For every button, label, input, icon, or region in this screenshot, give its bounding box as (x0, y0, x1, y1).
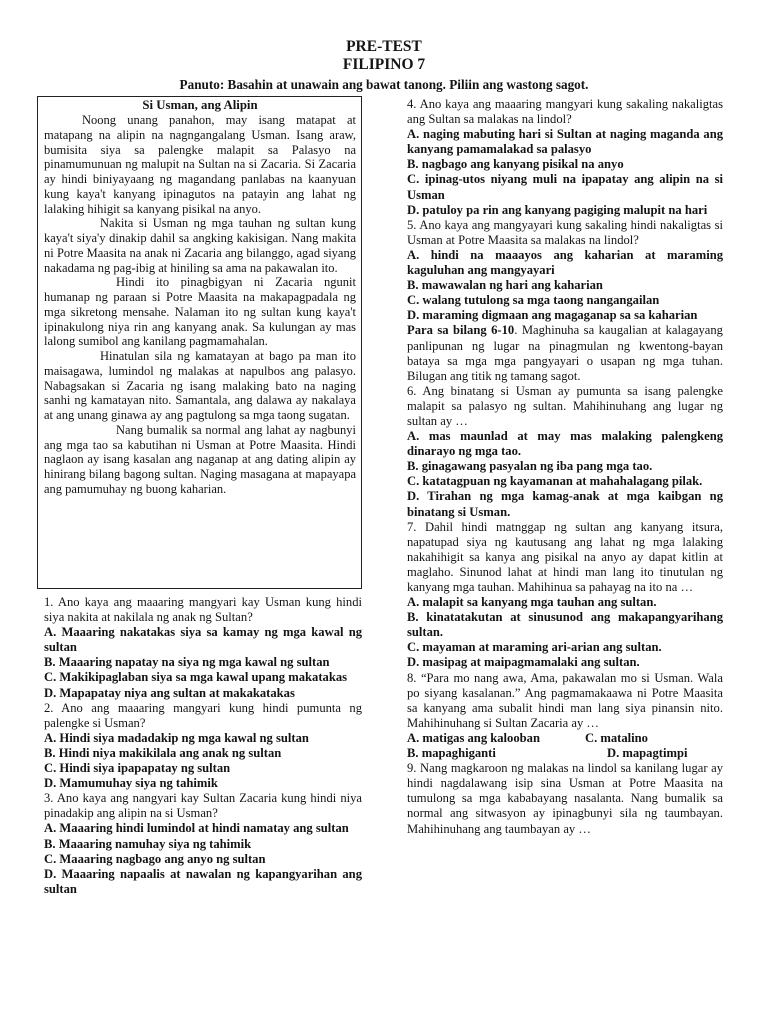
question-stem: 2. Ano ang maaaring mangyari kung hindi pumunta ng palengke si Usman? (44, 700, 362, 730)
question-3 (44, 791, 362, 897)
story-paragraph: Noong unang panahon, may isang matapat at matapang na alipin na nagngangalang Usman. Isang araw, bumisita siya sa palengke malapit sa Palasyo na pinamumunuan ng malupit na Sultan na si Zacaria. Si Zacaria ay hindi biniyayaang ng magandang panlabas na kaanyuan kung kaya't kanyang ipinagutos na patayin ang lahat ng lalaking hihigit sa kanyang pisikal na anyo. (44, 113, 356, 216)
answer-option[interactable]: D. Mamumuhay siya ng tahimik (44, 776, 218, 791)
answer-option[interactable]: C. matalino (585, 730, 648, 745)
questions-left-column (44, 595, 362, 897)
story-paragraph: Hinatulan sila ng kamatayan at bago pa man ito maisagawa, lumindol ng malakas at napulbos ang palasyo. Nabagsakan si Zacaria ng isang malaking bato na naging sanhi ng kamatayan nito. Samantala, ang dalawa ay nakalaya at ang unang ginawa ay ang pagtulong sa mga taong sugatan. (44, 349, 356, 422)
answer-option[interactable]: B. ginagawang pasyalan ng iba pang mga tao. (407, 459, 653, 474)
answer-option[interactable]: D. maraming digmaan ang magaganap sa sa kaharian (407, 308, 698, 323)
answer-option-row (407, 731, 723, 746)
question-1 (44, 595, 362, 701)
question-stem: 4. Ano kaya ang maaaring mangyari kung sakaling nakaligtas ang Sultan sa malakas na lindol? (407, 97, 723, 127)
answer-option[interactable]: A. Maaaring nakatakas siya sa kamay ng mga kawal ng sultan (44, 625, 362, 655)
question-stem: 8. “Para mo nang awa, Ama, pakawalan mo si Usman. Wala po siyang kasalanan.” Ang pagmamakaawa ni Potre Maasita sa kanyang ama subalit hindi man lang siya pinansin nito. Mahihinuhang si Sultan Zacaria ay … (407, 670, 723, 730)
question-2 (44, 701, 362, 792)
questions-right-column (407, 97, 723, 837)
page-subject: FILIPINO 7 (342, 56, 426, 73)
answer-option[interactable]: C. Hindi siya ipapapatay ng sultan (44, 761, 231, 776)
question-4 (407, 97, 723, 218)
answer-option[interactable]: B. Maaaring napatay na siya ng mga kawal ng sultan (44, 655, 330, 670)
answer-option[interactable]: B. mapaghiganti (407, 746, 496, 761)
answer-option[interactable]: D. patuloy pa rin ang kanyang pagiging malupit na hari (407, 202, 708, 217)
answer-option[interactable]: B. Hindi niya makikilala ang anak ng sultan (44, 745, 282, 760)
answer-option[interactable]: B. Maaaring namuhay siya ng tahimik (44, 836, 252, 851)
answer-option[interactable]: C. Maaaring nagbago ang anyo ng sultan (44, 851, 266, 866)
directions-lead: Para sa bilang 6-10 (407, 323, 515, 338)
answer-option[interactable]: C. ipinag-utos niyang muli na ipapatay ang alipin na si Usman (407, 172, 723, 202)
answer-option[interactable]: A. hindi na maaayos ang kaharian at maraming kaguluhan ang mangyayari (407, 247, 723, 278)
story-box (37, 96, 362, 589)
answer-option[interactable]: A. Maaaring hindi lumindol at hindi namatay ang sultan (44, 821, 349, 836)
answer-option-row (407, 746, 723, 761)
answer-option[interactable]: C. mayaman at maraming ari-arian ang sultan. (407, 640, 662, 655)
question-stem: 7. Dahil hindi matnggap ng sultan ang kanyang itsura, napatupad siya ng kautusang ang lahat ng mga lalaking nakahihigit sa kanya ang pisikal na anyo ay dapat kitlin at maglaho. Sinunod lahat at hindi man lang ito tinutulan ng kanyang mga tauhan. Mahihinua sa pahayag na ito na … (407, 519, 723, 594)
question-stem: 1. Ano kaya ang maaaring mangyari kay Usman kung hindi siya nakita at nakilala ng anak ng Sultan? (44, 595, 362, 625)
answer-option[interactable]: A. matigas ang kalooban (407, 730, 540, 745)
question-stem: 5. Ano kaya ang mangyayari kung sakaling hindi nakaligtas si Usman at Potre Maasita sa malakas na lindol? (407, 217, 723, 247)
answer-option[interactable]: D. masipag at maipagmamalaki ang sultan. (407, 655, 640, 670)
answer-option[interactable]: B. mawawalan ng hari ang kaharian (407, 278, 603, 293)
answer-option[interactable]: C. Makikipaglaban siya sa mga kawal upang makatakas (44, 670, 348, 685)
answer-option[interactable]: C. katatagpuan ng kayamanan at mahahalagang pilak. (407, 474, 703, 489)
question-9 (407, 761, 723, 836)
answer-option[interactable]: D. Mapapatay niya ang sultan at makakatakas (44, 685, 295, 700)
answer-option[interactable]: A. malapit sa kanyang mga tauhan ang sultan. (407, 595, 657, 610)
directions-6-10 (407, 323, 723, 383)
question-6 (407, 384, 723, 520)
answer-option[interactable]: C. walang tutulong sa mga taong nangangailan (407, 293, 660, 308)
question-5 (407, 218, 723, 324)
question-stem: 6. Ang binatang si Usman ay pumunta sa isang palengke malapit sa palasyo ng sultan. Mahihinuhang ang lugar ng sultan ay … (407, 383, 723, 428)
story-title: Si Usman, ang Alipin (142, 98, 258, 112)
answer-option[interactable]: A. Hindi siya madadakip ng mga kawal ng sultan (44, 730, 309, 745)
directions-text: . Maghinuha sa kaugalian at kalagayang panlipunan ng lugar na pinagmulan ng kwentong-bayan bataya sa mga mga pangyayari o usapan ng mga tuhan. Bilugan ang titik ng tamang sagot. (407, 323, 723, 383)
story-paragraph: Nang bumalik sa normal ang lahat ay nagbunyi ang mga tao sa kabutihan ni Usman at Potre Maasita. Hindi naglaon ay isang kasalan ang naganap at ang dating alipin ay hinirang bilang bagong sultan. Naging masagana at mapayapa ang pamumuhay ng buong kaharian. (44, 422, 356, 496)
answer-option[interactable]: D. mapagtimpi (607, 746, 688, 761)
question-8 (407, 671, 723, 762)
answer-option[interactable]: D. Tirahan ng mga kamag-anak at mga kaibgan ng binatang si Usman. (407, 489, 723, 519)
story-paragraph: Nakita si Usman ng mga tauhan ng sultan kung kaya't siya'y dinakip dahil sa angking kakisigan. Nang makita ni Potre Maasita na anak ni Zacaria ang bilanggo, agad siyang nakadama ng pag-ibig at hiniling sa ama na pakawalan ito. (44, 216, 356, 275)
page-title: PRE-TEST (346, 38, 422, 55)
answer-option[interactable]: B. nagbago ang kanyang pisikal na anyo (407, 157, 624, 172)
question-7 (407, 520, 723, 671)
story-paragraph: Hindi ito pinagbigyan ni Zacaria ngunit humanap ng paraan si Potre Maasita na makapagpadala ng mga sikretong mensahe. Nalaman ito ng sultan kung kaya't ipinakulong niya rin ang kanyang anak. Sa kulungan ay mas lalong sumibol ang kanilang pagmamahalan. (44, 275, 356, 349)
answer-option[interactable]: A. naging mabuting hari si Sultan at naging maganda ang kanyang pamamalakad sa palasyo (407, 127, 723, 157)
answer-option[interactable]: A. mas maunlad at may mas malaking palengkeng dinarayo ng mga tao. (407, 429, 723, 459)
answer-option[interactable]: D. Maaaring napaalis at nawalan ng kapangyarihan ang sultan (44, 866, 362, 896)
question-stem: 3. Ano kaya ang nangyari kay Sultan Zacaria kung hindi niya pinadakip ang alipin na si Usman? (44, 791, 362, 821)
instructions: Panuto: Basahin at unawain ang bawat tanong. Piliin ang wastong sagot. (179, 77, 589, 92)
question-stem: 9. Nang magkaroon ng malakas na lindol sa kanilang lugar ay hindi nagdalawang isip sina Usman at Potre Maasita na tumulong sa mga kababayang nasalanta. Nang bumalik sa normal ang sitwasyon ay ipinagbunyi sila ng taumbayan. Mahihinuhang ang taumbayan ay … (407, 761, 723, 836)
answer-option[interactable]: B. kinatatakutan at sinusunod ang makapangyarihang sultan. (407, 610, 723, 640)
